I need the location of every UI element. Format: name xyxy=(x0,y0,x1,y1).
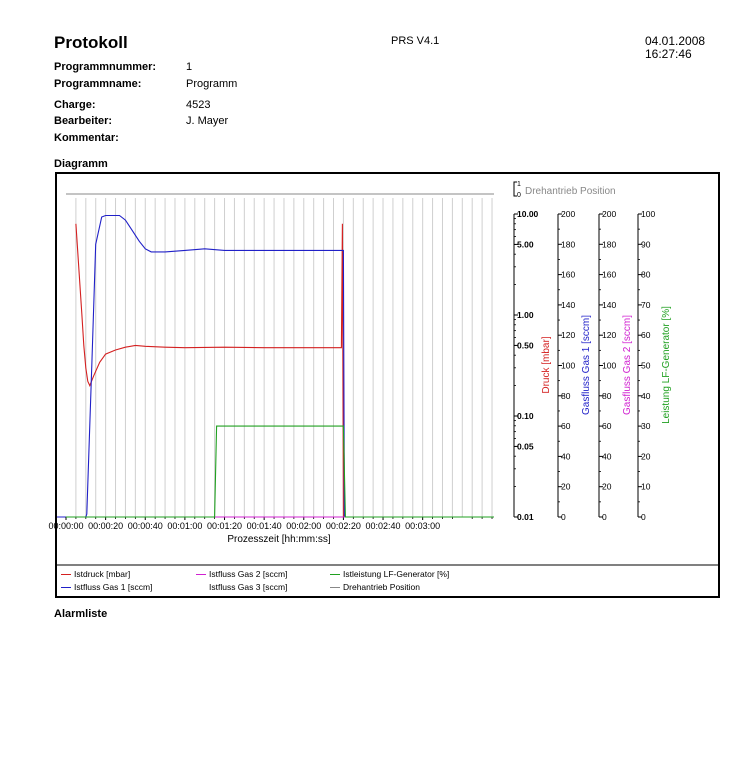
lf-tick-label: 90 xyxy=(641,239,651,250)
x-tick-label: 00:00:00 xyxy=(48,521,84,531)
gas2-tick-label: 200 xyxy=(602,209,617,219)
legend-entry xyxy=(330,582,420,592)
druck-tick-label: 5.00 xyxy=(517,239,534,250)
gas2-tick-label: 0 xyxy=(602,512,607,522)
druck-tick-label: 0.05 xyxy=(517,441,534,452)
program-number-label: Programmnummer: xyxy=(54,61,157,73)
alarm-list-heading: Alarmliste xyxy=(54,608,108,620)
position-tick-label: 1 xyxy=(517,181,521,188)
gas1-tick-label: 0 xyxy=(561,512,566,522)
position-tick-label: 0 xyxy=(517,192,521,199)
x-tick-label: 00:01:20 xyxy=(206,521,243,531)
x-tick-label: 00:03:00 xyxy=(405,521,441,531)
lf-axis-title: Leistung LF-Generator [%] xyxy=(661,306,672,424)
program-name-label: Programmname: xyxy=(54,78,142,90)
druck-tick-label: 0.50 xyxy=(517,340,534,351)
gas1-axis-title: Gasfluss Gas 1 [sccm] xyxy=(581,314,592,416)
lf-tick-label: 50 xyxy=(641,360,651,371)
gas1-tick-label: 40 xyxy=(561,451,571,462)
lf-tick-label: 70 xyxy=(641,299,651,310)
lf-tick-label: 60 xyxy=(641,330,651,341)
druck-tick-label: 0.10 xyxy=(517,411,534,421)
gas1-tick-label: 200 xyxy=(561,209,576,219)
lf-tick-label: 30 xyxy=(641,421,651,432)
position-axis-title: Drehantrieb Position xyxy=(525,186,616,197)
legend-swatch xyxy=(61,587,71,588)
report-date: 04.01.2008 xyxy=(645,34,706,48)
gas1-tick-label: 160 xyxy=(561,269,576,280)
gas1-tick-label: 60 xyxy=(561,421,571,432)
legend-label: Drehantrieb Position xyxy=(343,582,421,592)
legend-label: Istfluss Gas 2 [sccm] xyxy=(209,569,288,579)
legend-label: Istleistung LF-Generator [%] xyxy=(343,569,450,579)
lf-tick-label: 40 xyxy=(641,390,651,401)
gas2-tick-label: 80 xyxy=(602,390,612,401)
operator-value: J. Mayer xyxy=(186,115,229,127)
process-chart xyxy=(48,174,718,596)
gas2-tick-label: 180 xyxy=(602,239,617,250)
gas1-tick-label: 120 xyxy=(561,330,576,341)
legend-swatch xyxy=(196,587,206,588)
gas1-tick-label: 180 xyxy=(561,239,576,250)
diagram-heading: Diagramm xyxy=(54,158,108,170)
gas2-tick-label: 140 xyxy=(602,299,617,310)
lf-tick-label: 10 xyxy=(641,481,651,492)
lf-tick-label: 100 xyxy=(641,209,656,219)
legend-swatch xyxy=(61,574,71,575)
druck-tick-label: 1.00 xyxy=(517,310,534,320)
chart-frame xyxy=(48,172,720,598)
x-tick-label: 00:02:00 xyxy=(286,521,322,531)
x-tick-label: 00:00:40 xyxy=(127,521,163,531)
legend-swatch xyxy=(196,574,206,575)
gas2-tick-label: 60 xyxy=(602,421,612,432)
gas1-tick-label: 20 xyxy=(561,481,571,492)
legend-entry xyxy=(196,582,287,592)
gas2-tick-label: 20 xyxy=(602,481,612,492)
legend-entry xyxy=(61,569,130,579)
report-time: 16:27:46 xyxy=(645,47,692,61)
comment-label: Kommentar: xyxy=(54,132,119,144)
gas1-tick-label: 80 xyxy=(561,390,571,401)
x-tick-label: 00:02:40 xyxy=(365,521,401,531)
legend-swatch xyxy=(330,574,340,575)
legend-label: Istdruck [mbar] xyxy=(74,569,131,579)
gas2-tick-label: 100 xyxy=(602,360,617,371)
druck-tick-label: 10.00 xyxy=(517,209,539,219)
legend-label: Istfluss Gas 1 [sccm] xyxy=(74,582,153,592)
druck-axis-title: Druck [mbar] xyxy=(541,336,552,394)
program-number-value: 1 xyxy=(186,61,193,73)
program-name-value: Programm xyxy=(186,78,238,90)
gas2-tick-label: 40 xyxy=(602,451,612,462)
druck-tick-label: 0.01 xyxy=(517,512,534,522)
x-tick-label: 00:02:20 xyxy=(325,521,361,531)
charge-label: Charge: xyxy=(54,99,96,111)
page-title: Protokoll xyxy=(54,33,128,52)
operator-label: Bearbeiter: xyxy=(54,115,113,127)
legend-entry xyxy=(330,569,449,579)
gas1-tick-label: 100 xyxy=(561,360,576,371)
gas2-tick-label: 120 xyxy=(602,330,617,341)
legend-entry xyxy=(196,569,287,579)
x-tick-label: 00:00:20 xyxy=(88,521,124,531)
gas1-tick-label: 140 xyxy=(561,299,576,310)
report-datetime xyxy=(645,35,705,61)
x-tick-label: 00:01:40 xyxy=(246,521,282,531)
gas2-tick-label: 160 xyxy=(602,269,617,280)
gas2-axis-title: Gasfluss Gas 2 [sccm] xyxy=(622,314,633,416)
lf-tick-label: 0 xyxy=(641,512,646,522)
legend-entry xyxy=(61,582,152,592)
charge-value: 4523 xyxy=(186,99,211,111)
series-line-3 xyxy=(66,426,494,517)
lf-tick-label: 20 xyxy=(641,451,651,462)
x-axis-title: Prozesszeit [hh:mm:ss] xyxy=(227,534,331,545)
legend-label: Istfluss Gas 3 [sccm] xyxy=(209,582,288,592)
lf-tick-label: 80 xyxy=(641,269,651,280)
x-tick-label: 00:01:00 xyxy=(167,521,203,531)
version-label: PRS V4.1 xyxy=(391,35,440,47)
legend-swatch xyxy=(330,587,340,588)
